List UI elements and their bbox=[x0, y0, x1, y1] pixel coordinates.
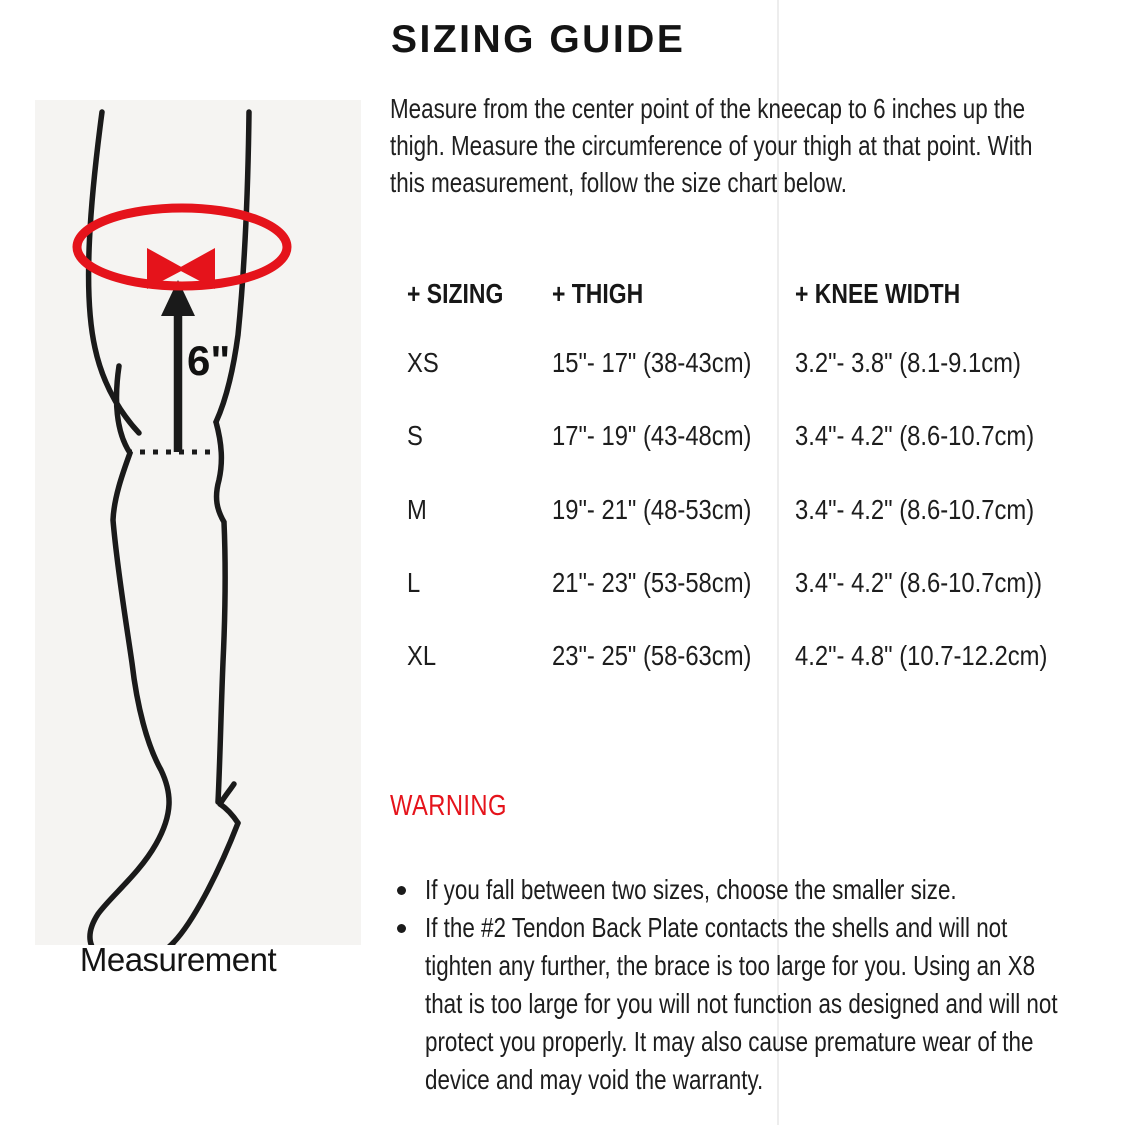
warning-label: WARNING bbox=[390, 790, 507, 822]
size-table-header bbox=[407, 279, 996, 309]
table-row bbox=[407, 348, 1092, 421]
header-sizing: + SIZING bbox=[407, 278, 504, 309]
bullet-line: protect you properly. It may also cause premature wear of the bbox=[425, 1026, 1034, 1057]
cell-thigh: 21"- 23" (53-58cm) bbox=[552, 566, 752, 598]
intro-paragraph bbox=[390, 90, 1125, 201]
thigh-circumference-arrow bbox=[77, 208, 287, 289]
figure-caption: Measurement bbox=[79, 941, 277, 978]
cell-knee: 3.4"- 4.2" (8.6-10.7cm)) bbox=[795, 566, 1043, 598]
cell-knee: 3.4"- 4.2" (8.6-10.7cm) bbox=[795, 493, 1035, 525]
cell-thigh: 15"- 17" (38-43cm) bbox=[552, 347, 752, 378]
cell-size: M bbox=[407, 493, 427, 525]
cell-size: XS bbox=[407, 347, 439, 378]
table-row bbox=[407, 568, 1092, 641]
cell-thigh: 23"- 25" (58-63cm) bbox=[552, 640, 752, 672]
intro-line: Measure from the center point of the kneecap to 6 inches up the bbox=[390, 93, 1026, 124]
header-thigh: + THIGH bbox=[552, 278, 644, 309]
bullet-line: tighten any further, the brace is too large for you. Using an X8 bbox=[425, 950, 1036, 981]
table-row bbox=[407, 641, 1092, 714]
bullet-line: If the #2 Tendon Back Plate contacts the shells and will not bbox=[425, 912, 1008, 943]
size-table-body bbox=[407, 348, 1092, 714]
bullet-line: If you fall between two sizes, choose the smaller size. bbox=[425, 874, 957, 905]
cell-size: XL bbox=[407, 640, 437, 672]
cell-thigh: 19"- 21" (48-53cm) bbox=[552, 493, 752, 525]
cell-thigh: 17"- 19" (43-48cm) bbox=[552, 420, 752, 452]
bullet-line: that is too large for you will not function as designed and will not bbox=[425, 988, 1058, 1019]
cell-size: S bbox=[407, 420, 423, 452]
warning-bullet-list bbox=[390, 871, 1125, 1099]
bullet-item bbox=[390, 909, 1125, 1099]
intro-line: thigh. Measure the circumference of your thigh at that point. With bbox=[390, 130, 1033, 161]
leg-illustration bbox=[35, 100, 361, 945]
leg-outline bbox=[89, 112, 249, 945]
cell-knee: 4.2"- 4.8" (10.7-12.2cm) bbox=[795, 640, 1048, 672]
bullet-item bbox=[390, 871, 1125, 909]
leg-measurement-figure bbox=[35, 100, 361, 945]
bullet-line: device and may void the warranty. bbox=[425, 1064, 764, 1095]
table-row bbox=[407, 495, 1092, 568]
table-row bbox=[407, 421, 1092, 494]
cell-knee: 3.2"- 3.8" (8.1-9.1cm) bbox=[795, 347, 1021, 378]
page-title: SIZING GUIDE bbox=[391, 18, 686, 61]
intro-line: this measurement, follow the size chart below. bbox=[390, 167, 847, 198]
cell-size: L bbox=[407, 566, 421, 598]
cell-knee: 3.4"- 4.2" (8.6-10.7cm) bbox=[795, 420, 1035, 452]
header-knee-width: + KNEE WIDTH bbox=[795, 278, 961, 309]
length-label: 6" bbox=[187, 337, 231, 384]
